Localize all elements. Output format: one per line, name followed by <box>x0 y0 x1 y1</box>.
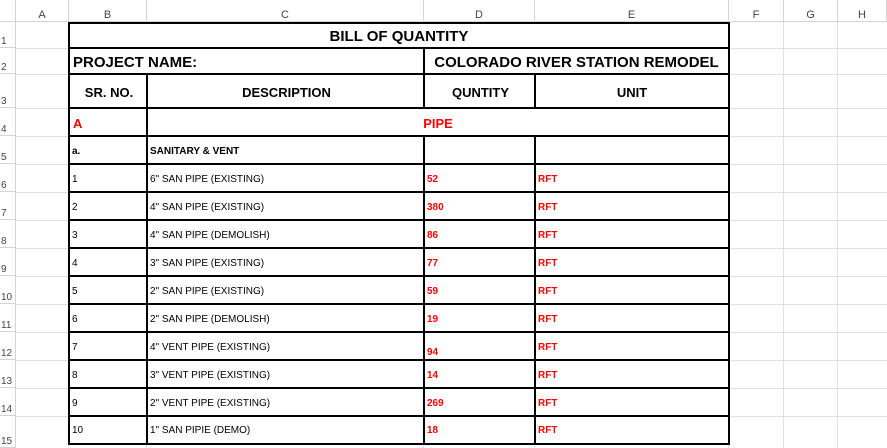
item-quantity[interactable]: 94 <box>423 331 536 361</box>
section-name[interactable]: PIPE <box>146 107 730 137</box>
item-unit[interactable]: RFT <box>534 163 730 193</box>
item-sr-no[interactable]: 7 <box>68 331 148 361</box>
item-quantity[interactable]: 19 <box>423 303 536 333</box>
header-description[interactable]: DESCRIPTION <box>146 73 425 109</box>
column-header-d[interactable]: D <box>424 0 535 22</box>
column-header-c[interactable]: C <box>147 0 424 22</box>
item-quantity[interactable]: 269 <box>423 387 536 417</box>
subsection-code[interactable]: a. <box>68 135 148 165</box>
row-header-9[interactable]: 9 <box>0 248 16 276</box>
item-unit[interactable]: RFT <box>534 303 730 333</box>
subsection-quantity-cell[interactable] <box>423 135 536 165</box>
item-quantity[interactable]: 380 <box>423 191 536 221</box>
column-header-b[interactable]: B <box>69 0 147 22</box>
column-header-f[interactable]: F <box>729 0 784 22</box>
project-name-label[interactable]: PROJECT NAME: <box>68 47 425 75</box>
item-sr-no[interactable]: 9 <box>68 387 148 417</box>
item-description[interactable]: 1" SAN PIPIE (DEMO) <box>146 415 425 445</box>
item-sr-no[interactable]: 6 <box>68 303 148 333</box>
item-sr-no[interactable]: 4 <box>68 247 148 277</box>
item-sr-no[interactable]: 8 <box>68 359 148 389</box>
item-description[interactable]: 2" VENT PIPE (EXISTING) <box>146 387 425 417</box>
item-sr-no[interactable]: 2 <box>68 191 148 221</box>
item-description[interactable]: 2" SAN PIPE (DEMOLISH) <box>146 303 425 333</box>
row-header-2[interactable]: 2 <box>0 48 16 74</box>
item-unit[interactable]: RFT <box>534 219 730 249</box>
bill-title[interactable]: BILL OF QUANTITY <box>68 22 730 49</box>
header-sr-no[interactable]: SR. NO. <box>68 73 148 109</box>
item-quantity[interactable]: 18 <box>423 415 536 445</box>
item-description[interactable]: 2" SAN PIPE (EXISTING) <box>146 275 425 305</box>
column-header-a[interactable]: A <box>16 0 69 22</box>
subsection-unit-cell[interactable] <box>534 135 730 165</box>
item-quantity[interactable]: 86 <box>423 219 536 249</box>
item-description[interactable]: 6" SAN PIPE (EXISTING) <box>146 163 425 193</box>
row-header-7[interactable]: 7 <box>0 192 16 220</box>
item-sr-no[interactable]: 10 <box>68 415 148 445</box>
item-quantity[interactable]: 52 <box>423 163 536 193</box>
row-header-4[interactable]: 4 <box>0 108 16 136</box>
row-header-10[interactable]: 10 <box>0 276 16 304</box>
item-quantity[interactable]: 14 <box>423 359 536 389</box>
item-sr-no[interactable]: 3 <box>68 219 148 249</box>
item-unit[interactable]: RFT <box>534 191 730 221</box>
row-header-15[interactable]: 15 <box>0 416 16 448</box>
item-unit[interactable]: RFT <box>534 359 730 389</box>
item-unit[interactable]: RFT <box>534 331 730 361</box>
item-quantity[interactable]: 77 <box>423 247 536 277</box>
item-quantity[interactable]: 59 <box>423 275 536 305</box>
column-header-e[interactable]: E <box>535 0 729 22</box>
row-header-8[interactable]: 8 <box>0 220 16 248</box>
header-quantity[interactable]: QUNTITY <box>423 73 536 109</box>
column-header-h[interactable]: H <box>838 0 887 22</box>
row-header-6[interactable]: 6 <box>0 164 16 192</box>
row-header-14[interactable]: 14 <box>0 388 16 416</box>
project-name-value[interactable]: COLORADO RIVER STATION REMODEL <box>423 47 730 75</box>
item-unit[interactable]: RFT <box>534 247 730 277</box>
item-description[interactable]: 4" SAN PIPE (DEMOLISH) <box>146 219 425 249</box>
item-description[interactable]: 3" VENT PIPE (EXISTING) <box>146 359 425 389</box>
header-unit[interactable]: UNIT <box>534 73 730 109</box>
item-unit[interactable]: RFT <box>534 387 730 417</box>
item-description[interactable]: 3" SAN PIPE (EXISTING) <box>146 247 425 277</box>
item-description[interactable]: 4" SAN PIPE (EXISTING) <box>146 191 425 221</box>
select-all-corner[interactable] <box>0 0 16 22</box>
subsection-name[interactable]: SANITARY & VENT <box>146 135 425 165</box>
row-header-5[interactable]: 5 <box>0 136 16 164</box>
section-code[interactable]: A <box>68 107 148 137</box>
column-header-bar <box>0 0 887 22</box>
row-header-1[interactable]: 1 <box>0 22 16 48</box>
row-header-11[interactable]: 11 <box>0 304 16 332</box>
item-sr-no[interactable]: 5 <box>68 275 148 305</box>
item-description[interactable]: 4" VENT PIPE (EXISTING) <box>146 331 425 361</box>
item-unit[interactable]: RFT <box>534 275 730 305</box>
row-header-3[interactable]: 3 <box>0 74 16 108</box>
item-sr-no[interactable]: 1 <box>68 163 148 193</box>
row-header-13[interactable]: 13 <box>0 360 16 388</box>
item-unit[interactable]: RFT <box>534 415 730 445</box>
row-header-12[interactable]: 12 <box>0 332 16 360</box>
column-header-g[interactable]: G <box>784 0 838 22</box>
